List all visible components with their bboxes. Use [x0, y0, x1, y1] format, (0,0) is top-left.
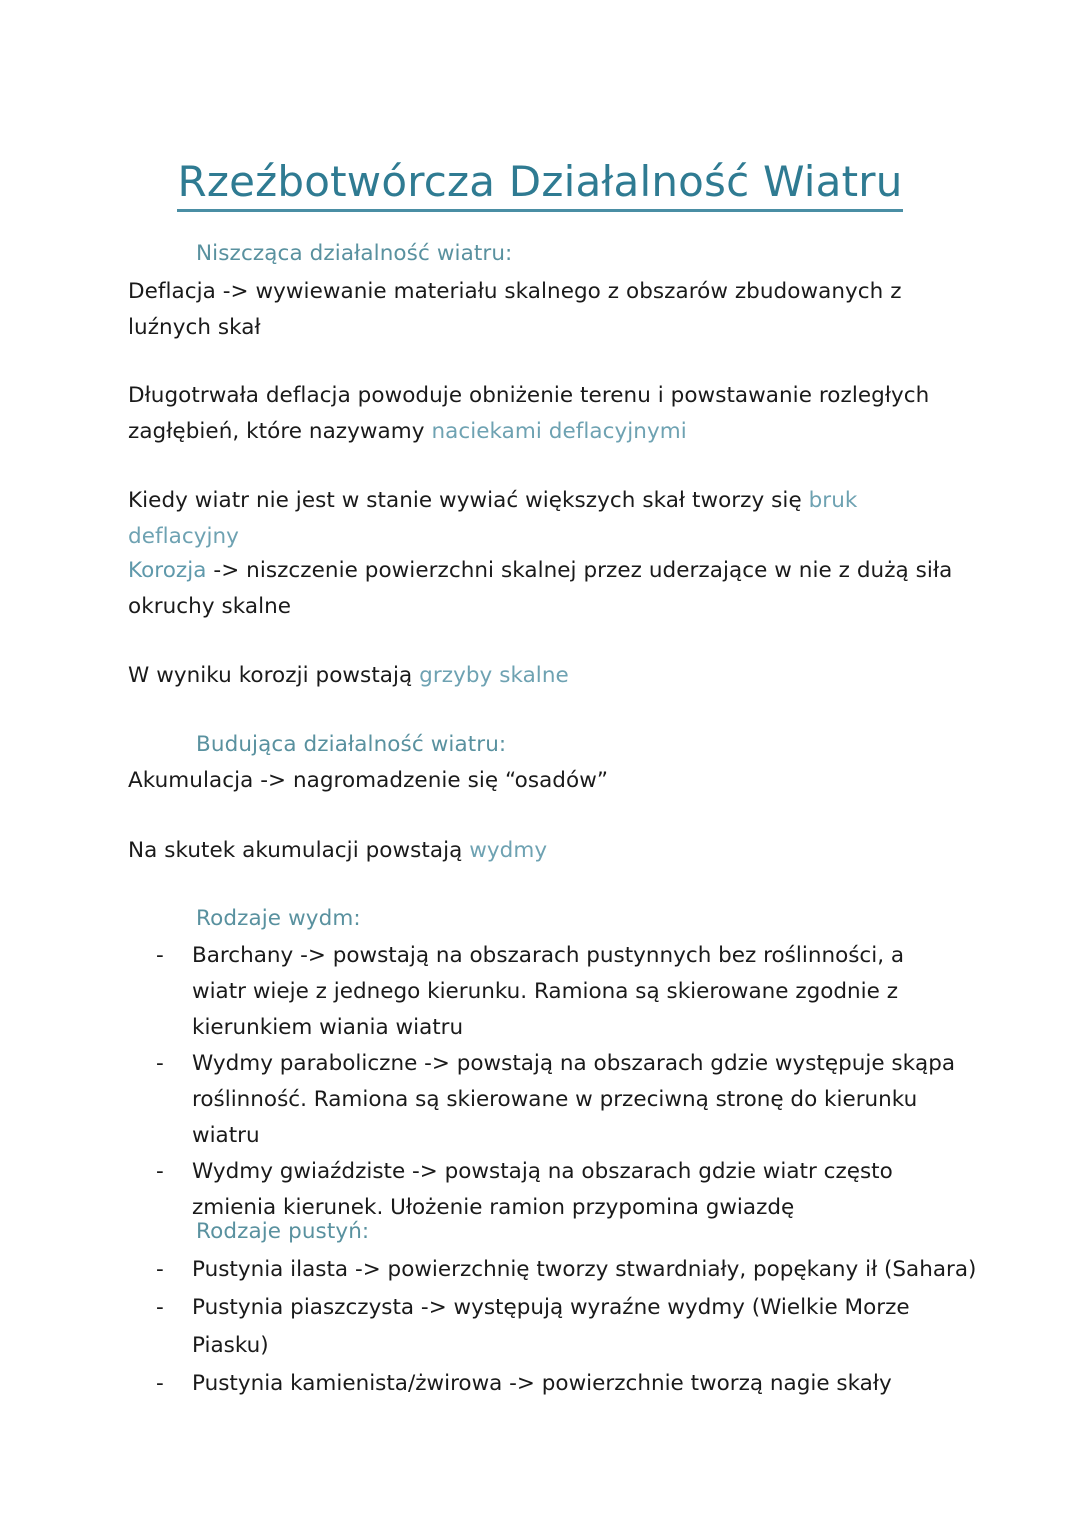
paragraph-na-skutek [128, 833, 948, 869]
bullet-dash-icon: - [156, 1257, 164, 1282]
page-title [128, 157, 952, 212]
bullet-dash-icon: - [156, 943, 164, 968]
paragraph-kiedy-lead: Kiedy wiatr nie jest w stanie wywiać większych skał tworzy się [128, 488, 809, 513]
paragraph-dlugotrwala-lead: Długotrwała deflacja powoduje obniżenie terenu i powstawanie rozległych zagłębień, które nazywamy [128, 383, 930, 444]
list-item-label: Pustynia ilasta -> powierzchnię tworzy stwardniały, popękany ił (Sahara) [192, 1257, 977, 1282]
list-item-label: Wydmy gwiaździste -> powstają na obszarach gdzie wiatr często zmienia kierunek. Ułożenie ramion przypomina gwiazdę [192, 1159, 893, 1220]
list-item-label: Pustynia kamienista/żwirowa -> powierzchnie tworzą nagie skały [192, 1371, 892, 1396]
term-grzyby-skalne: grzyby skalne [419, 663, 569, 688]
section-heading-rodzaje-wydm: Rodzaje wydm: [196, 906, 361, 931]
bullet-dash-icon: - [156, 1295, 164, 1320]
list-rodzaje-wydm [148, 938, 958, 1226]
section-heading-rodzaje-pustyn: Rodzaje pustyń: [196, 1219, 370, 1244]
paragraph-dlugotrwala [128, 378, 958, 450]
paragraph-deflacja: Deflacja -> wywiewanie materiału skalnego z obszarów zbudowanych z luźnych skał [128, 279, 902, 340]
list-item-label: Barchany -> powstają na obszarach pustynnych bez roślinności, a wiatr wieje z jednego kierunku. Ramiona są skierowane zgodnie z kierunkiem wiania wiatru [192, 943, 905, 1040]
bullet-dash-icon: - [156, 1051, 164, 1076]
paragraph-wyniku-korozji [128, 658, 948, 694]
paragraph-na-skutek-lead: Na skutek akumulacji powstają [128, 838, 470, 863]
term-bruk-deflacyjny: bruk deflacyjny [128, 488, 858, 549]
list-item [148, 938, 958, 1046]
bullet-dash-icon: - [156, 1371, 164, 1396]
bullet-dash-icon: - [156, 1159, 164, 1184]
list-item [148, 1251, 978, 1289]
term-korozja: Korozja [128, 558, 207, 583]
paragraph-kiedy [128, 483, 968, 555]
list-item [148, 1365, 978, 1403]
section-heading-destructive: Niszcząca działalność wiatru: [196, 241, 513, 266]
paragraph-akumulacja: Akumulacja -> nagromadzenie się “osadów” [128, 768, 609, 793]
page-title-text: Rzeźbotwórcza Działalność Wiatru [177, 160, 902, 212]
paragraph-wyniku-lead: W wyniku korozji powstają [128, 663, 420, 688]
paragraph-korozja-rest: -> niszczenie powierzchni skalnej przez uderzające w nie z dużą siła okruchy skalne [128, 558, 953, 619]
term-naciekami-deflacyjnymi: naciekami deflacyjnymi [431, 419, 687, 444]
list-item-label: Pustynia piaszczysta -> występują wyraźne wydmy (Wielkie Morze Piasku) [192, 1295, 910, 1358]
list-item [148, 1046, 958, 1154]
list-item [148, 1289, 978, 1365]
term-wydmy: wydmy [469, 838, 548, 863]
list-rodzaje-pustyn [148, 1251, 978, 1403]
paragraph-korozja [128, 553, 958, 625]
list-item-label: Wydmy paraboliczne -> powstają na obszarach gdzie występuje skąpa roślinność. Ramiona są skierowane w przeciwną stronę do kierunku wiatru [192, 1051, 956, 1148]
section-heading-constructive: Budująca działalność wiatru: [196, 732, 507, 757]
